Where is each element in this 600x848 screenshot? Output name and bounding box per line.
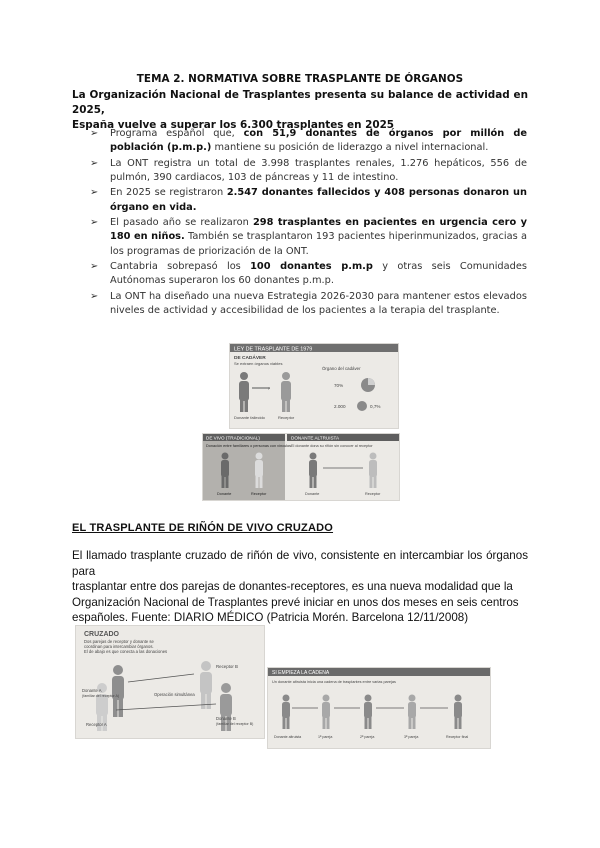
bullet-text: El pasado año se realizaron <box>110 217 253 229</box>
fig2-right-caption: El donante dona su riñón sin conocer al receptor <box>291 444 373 448</box>
bullet-item <box>90 290 527 318</box>
bullet-text: La ONT ha diseñado una nueva Estrategia 2026-2030 para mantener estos elevados niveles de actividad y accesibilidad de los pacientes a la terapia del trasplante. <box>110 290 527 316</box>
fig2-left-header: DE VIVO (TRADICIONAL) <box>206 435 260 441</box>
paragraph-line-4: españoles. Fuente: DIARIO MÉDICO (Patricia Morén. Barcelona 12/11/2008) <box>72 611 469 624</box>
arrow-bullet-icon: ➢ <box>90 290 99 302</box>
chain-person-2-icon <box>322 695 330 730</box>
figure-cadaver-transplant <box>229 343 399 429</box>
chain-person-1-icon <box>282 695 290 730</box>
fig4-label-2: 1ª pareja <box>318 735 333 739</box>
chain-person-4-icon <box>408 695 416 730</box>
figure-transplant-chain <box>267 667 491 749</box>
fig4-label-1: Donante altruista <box>274 735 302 739</box>
fig1-receptor-label: Receptor <box>278 415 295 420</box>
bullet-text-tail: También se trasplantaron 193 pacientes hiperinmunizados, gracias a los programas de priorización de la ONT. <box>110 231 528 257</box>
bullet-bold-text: 2.547 donantes fallecidos y 408 personas donaron un órgano en vida. <box>110 187 528 213</box>
small-pie-icon <box>357 401 367 411</box>
bullet-bold-text: 298 trasplantes en pacientes en urgencia cero y 180 en niños. <box>110 217 527 243</box>
bullet-bold-text: 100 donantes p.m.p <box>250 261 373 273</box>
fig3-caption-2: coordinan para intercambiar órganos. <box>84 644 154 649</box>
paragraph-line-3: Organización Nacional de Trasplantes prevé iniciar en unos dos meses en seis centros <box>72 595 519 609</box>
bullet-text: En 2025 se registraron <box>110 187 227 199</box>
fig2-left-receptor: Receptor <box>251 492 267 496</box>
bullet-item <box>90 186 527 214</box>
fig3-caption-3: El de abajo es que conecta a las donaciones <box>84 649 168 654</box>
paragraph-line-2: trasplantar entre dos parejas de donantes-receptores, es una nueva modalidad que la <box>72 580 513 593</box>
fig1-subheader: DE CADÁVER <box>234 356 266 361</box>
arrow-bullet-icon: ➢ <box>90 187 99 199</box>
section-title: EL TRASPLANTE DE RIÑÓN DE VIVO CRUZADO <box>72 522 334 534</box>
fig2-right-receptor: Receptor <box>365 492 381 496</box>
fig4-title: SI EMPIEZA LA CADENA <box>272 670 330 676</box>
bullet-text: Cantabria sobrepasó los <box>110 261 251 273</box>
right-donor-silhouette-icon <box>309 453 317 489</box>
fig3-donante-a: Donante A <box>82 688 102 693</box>
bullet-text-tail: mantiene su posición de liderazgo a nivel internacional. <box>211 142 489 154</box>
right-receptor-silhouette-icon <box>369 453 377 489</box>
fig2-right-header: DONANTE ALTRUISTA <box>291 435 340 441</box>
fig2-right-donor: Donante <box>305 492 320 496</box>
fig3-receptor-b: Receptor B <box>216 664 238 669</box>
arrow-a-to-b-icon <box>128 674 194 682</box>
body-paragraph <box>72 548 528 626</box>
bullet-item <box>90 127 527 155</box>
fig1-pct-1: 70% <box>334 383 344 388</box>
chain-person-3-icon <box>364 695 372 730</box>
fig2-left-caption: Donación entre familiares o personas con vínculos <box>206 444 292 448</box>
fig3-operacion: Operación simultánea <box>154 692 195 697</box>
fig3-title: CRUZADO <box>84 631 119 638</box>
receptor-b-silhouette-icon <box>200 661 212 709</box>
bullet-item <box>90 260 527 288</box>
bullet-text: La ONT registra un total de 3.998 trasplantes renales, 1.276 hepáticos, 556 de pulmón, 390 cardiacos, 103 de páncreas y 11 de intestino. <box>110 157 527 183</box>
receptor-silhouette-icon <box>281 372 291 412</box>
fig1-organ-label: Órgano del cadáver <box>322 366 361 371</box>
fig1-donor-label: Donante fallecido <box>234 415 265 420</box>
paragraph-line-1: El llamado trasplante cruzado de riñón de vivo, consistente en intercambiar los órganos para <box>72 549 528 578</box>
donor-silhouette-icon <box>239 372 249 412</box>
fig4-label-5: Receptor final <box>446 735 469 739</box>
fig1-arrow-head: › <box>268 386 270 392</box>
bullet-text: Programa español que, <box>110 128 244 139</box>
bullet-text-tail: y otras seis Comunidades Autónomas superaron los 60 donantes p.m.p. <box>110 261 527 287</box>
figure-living-donor <box>202 433 400 501</box>
fig2-left-donor: Donante <box>217 492 232 496</box>
fig4-label-3: 2ª pareja <box>360 735 375 739</box>
subtitle-line-2: España vuelve a superar los 6.300 trasplantes en 2025 <box>72 119 395 131</box>
fig1-pct-3: 0,7% <box>370 404 381 409</box>
fig1-pct-2: 2.000 <box>334 404 346 409</box>
fig4-label-4: 3ª pareja <box>404 735 419 739</box>
fig3-donante-b: Donante B <box>216 716 236 721</box>
bullet-bold-text: con 51,9 donantes de órganos por millón de población (p.m.p.) <box>110 128 528 154</box>
arrow-bullet-icon: ➢ <box>90 261 99 273</box>
fig3-donante-a-sub: (familiar del receptor A) <box>82 694 120 698</box>
arrow-bullet-icon: ➢ <box>90 128 99 139</box>
bullet-item <box>90 216 527 259</box>
arrow-bullet-icon: ➢ <box>90 157 99 169</box>
figure-crossed-transplant <box>75 625 265 739</box>
arrow-bullet-icon: ➢ <box>90 217 99 229</box>
fig1-header: LEY DE TRASPLANTE DE 1979 <box>234 346 313 353</box>
donor-a-silhouette-icon <box>112 665 124 717</box>
fig3-donante-b-sub: (familiar del receptor B) <box>216 722 254 726</box>
subtitle-line-1: La Organización Nacional de Trasplantes presenta su balance de actividad en 2025, <box>72 89 528 116</box>
fig4-caption: Un donante altruista inicia una cadena de trasplantes entre varias parejas <box>272 680 396 684</box>
bullet-list <box>90 127 527 319</box>
bullet-item <box>90 157 527 185</box>
pie-slice <box>368 378 375 385</box>
fig1-caption: Se extraen órganos viables <box>234 361 283 366</box>
chain-person-5-icon <box>454 695 462 730</box>
fig3-receptor-a: Receptor A <box>86 722 107 727</box>
page-title: TEMA 2. NORMATIVA SOBRE TRASPLANTE DE ÓRGANOS <box>136 73 464 85</box>
fig3-caption-1: Dos parejas de receptor y donante se <box>84 639 154 644</box>
